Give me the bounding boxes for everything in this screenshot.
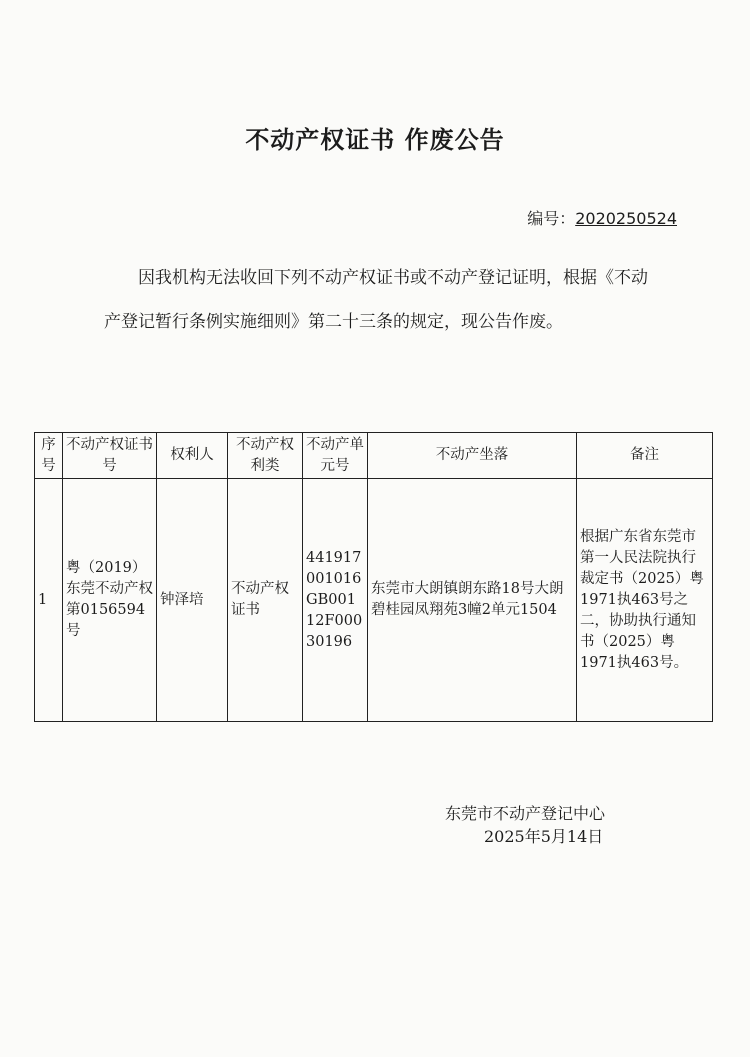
cell-holder: 钟泽培 xyxy=(157,479,228,722)
document-number-label: 编号： xyxy=(527,209,576,228)
cell-cert-no: 粤（2019）东莞不动产权第0156594号 xyxy=(63,479,157,722)
void-certificate-table xyxy=(34,432,713,722)
page-title: 不动产权证书 作废公告 xyxy=(245,126,505,154)
notice-body: 因我机构无法收回下列不动产权证书或不动产登记证明，根据《不动产登记暂行条例实施细则》第二十三条的规定，现公告作废。 xyxy=(104,268,648,332)
header-holder: 权利人 xyxy=(157,433,228,479)
issue-date: 2025年5月14日 xyxy=(484,827,604,846)
cell-seq: 1 xyxy=(35,479,63,722)
cell-right-type: 不动产权证书 xyxy=(228,479,303,722)
header-right-type: 不动产权利类 xyxy=(228,433,303,479)
table-row xyxy=(35,479,713,722)
document-number-value: 2020250524 xyxy=(575,209,677,228)
document-number xyxy=(527,206,677,229)
cell-remark: 根据广东省东莞市第一人民法院执行裁定书（2025）粤1971执463号之二，协助执行通知书（2025）粤1971执463号。 xyxy=(577,479,713,722)
cell-unit-no: 441917001016GB00112F00030196 xyxy=(303,479,368,722)
header-remark: 备注 xyxy=(577,433,713,479)
header-cert-no: 不动产权证书号 xyxy=(63,433,157,479)
table-header-row xyxy=(35,433,713,479)
header-seq: 序号 xyxy=(35,433,63,479)
header-location: 不动产坐落 xyxy=(368,433,577,479)
header-unit-no: 不动产单元号 xyxy=(303,433,368,479)
issuing-organization: 东莞市不动产登记中心 xyxy=(445,804,606,823)
cell-location: 东莞市大朗镇朗东路18号大朗碧桂园凤翔苑3幢2单元1504 xyxy=(368,479,577,722)
